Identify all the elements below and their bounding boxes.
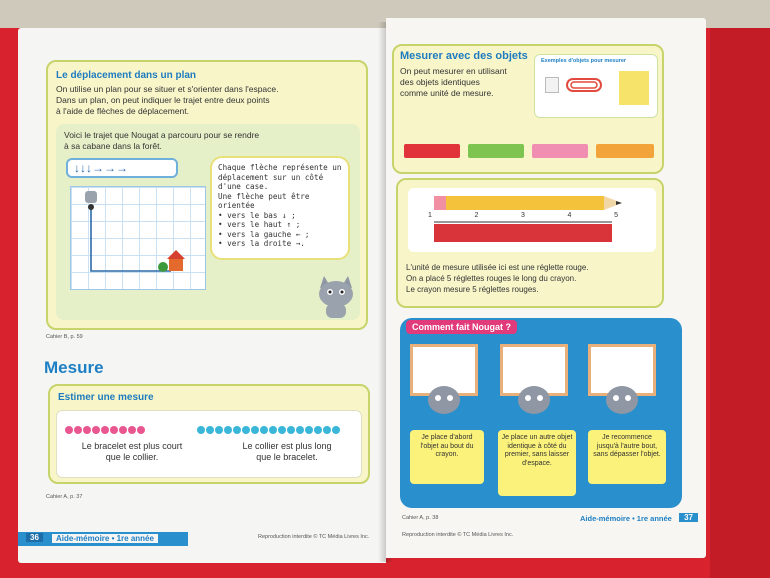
examples-box [534,54,658,118]
arrow-sequence: ↓↓↓→→→ [66,158,178,178]
objects-line3: comme unité de mesure. [400,88,494,98]
objects-text [400,66,530,99]
step3-card: Je recommence jusqu'à l'autre bout, sans dépasser l'objet. [588,430,666,484]
cat-step1-icon [422,376,466,420]
objects-panel [392,44,664,174]
bracelet [65,421,146,439]
left-footer [18,532,188,546]
plan-line2: Dans un plan, on peut indiquer le trajet entre deux points [56,95,270,105]
path-line2: à sa cabane dans la forêt. [64,141,162,151]
bead [137,426,145,434]
objects-line1: On peut mesurer en utilisant [400,66,507,76]
bead [110,426,118,434]
left-page-number: 36 [26,533,43,542]
plan-panel [46,60,368,330]
plan-ref: Cahier B, p. 59 [46,334,83,340]
bracelet-text [67,441,197,463]
bubble-line: déplacement sur un côté d'une case. [218,172,324,191]
estimate-panel [48,384,370,484]
left-page [18,28,386,563]
ruler-text [406,262,661,295]
folder-flap [710,28,770,578]
ruler-panel [396,178,664,308]
collier-line1: Le collier est plus long [242,441,332,451]
left-copyright: Reproduction interdite © TC Média Livres Inc. [258,534,370,540]
bead [215,426,223,434]
bead [83,426,91,434]
ruler-ticks [428,212,618,219]
bubble-line: Une flèche peut être orientée [218,191,310,210]
bead [269,426,277,434]
estimate-title: Estimer une mesure [58,392,154,403]
plan-title: Le déplacement dans un plan [56,70,197,81]
path-text [64,130,259,152]
ruler-tick: 3 [521,212,525,219]
ruler-tick: 4 [567,212,572,219]
bead [65,426,73,434]
red-strip [404,144,460,158]
bead [260,426,268,434]
bead [92,426,100,434]
bead [332,426,340,434]
paperclip-icon [565,75,605,95]
path-box [56,124,360,320]
bead [323,426,331,434]
bead [197,426,205,434]
bead [224,426,232,434]
bead [101,426,109,434]
ruler-tick: 1 [428,212,432,219]
bead [242,426,250,434]
bead [314,426,322,434]
bracelet-line1: Le bracelet est plus court [81,441,183,451]
pencil-icon [408,188,656,252]
nougat-ref: Cahier A, p. 38 [402,515,439,521]
right-page [386,18,706,558]
plan-intro [56,84,356,117]
examples-label: Exemples d'objets pour mesurer [541,58,627,64]
objects-line2: des objets identiques [400,77,480,87]
nougat-panel [400,318,682,508]
right-footer [576,512,706,526]
ruler-line2: On a placé 5 réglettes rouges le long du crayon. [406,274,577,283]
cat-step2-icon [512,376,556,420]
rule-bubble [210,156,350,260]
bubble-line: • vers la droite →. [218,239,305,248]
bead [305,426,313,434]
bead [278,426,286,434]
step1-card: Je place d'abord l'objet au bout du crayon. [410,430,484,484]
orange-strip [596,144,654,158]
pink-strip [532,144,588,158]
bubble-line: • vers le haut ↑ ; [218,220,301,229]
mesure-title: Mesure [44,358,104,377]
nougat-cat-icon [308,274,364,318]
collier-line2: que le bracelet. [256,452,318,462]
nougat-title: Comment fait Nougat ? [406,320,517,334]
sticky-note-icon [619,71,649,105]
bead [74,426,82,434]
ruler-line1: L'unité de mesure utilisée ici est une réglette rouge. [406,263,589,272]
ruler-tick: 2 [474,212,479,219]
estimate-box [56,410,362,478]
right-page-number: 37 [679,513,698,522]
collier [197,421,341,439]
bubble-line: • vers la gauche ← ; [218,229,310,239]
ruler-tick: 5 [614,212,618,219]
step2-card: Je place un autre objet identique à côté du premier, sans laisser d'espace. [498,430,576,496]
objects-title: Mesurer avec des objets [400,50,528,62]
ruler-line3: Le crayon mesure 5 réglettes rouges. [406,285,539,294]
green-strip [468,144,524,158]
ruler-box [408,188,656,252]
bead [206,426,214,434]
plan-line3: à l'aide de flèches de déplacement. [56,106,189,116]
plan-line1: On utilise un plan pour se situer et s'orienter dans l'espace. [56,84,279,94]
bubble-line: • vers le bas ↓ ; [218,210,296,220]
bubble-line: Chaque flèche représente un [218,163,342,172]
left-footer-title: Aide-mémoire • 1re année [52,534,158,543]
mesure-ref: Cahier A, p. 37 [46,494,83,500]
plan-grid [70,186,206,290]
bead [233,426,241,434]
path-line1: Voici le trajet que Nougat a parcouru pour se rendre [64,130,260,140]
right-footer-title: Aide-mémoire • 1re année [580,514,672,523]
cat-step3-icon [600,376,644,420]
bead [128,426,136,434]
bracelet-line2: que le collier. [105,452,159,462]
eraser-icon [545,77,559,93]
bead [119,426,127,434]
collier-text [217,441,357,463]
bead [296,426,304,434]
bead [287,426,295,434]
bead [251,426,259,434]
path-arrows [71,187,207,291]
right-copyright: Reproduction interdite © TC Média Livres Inc. [402,532,514,538]
